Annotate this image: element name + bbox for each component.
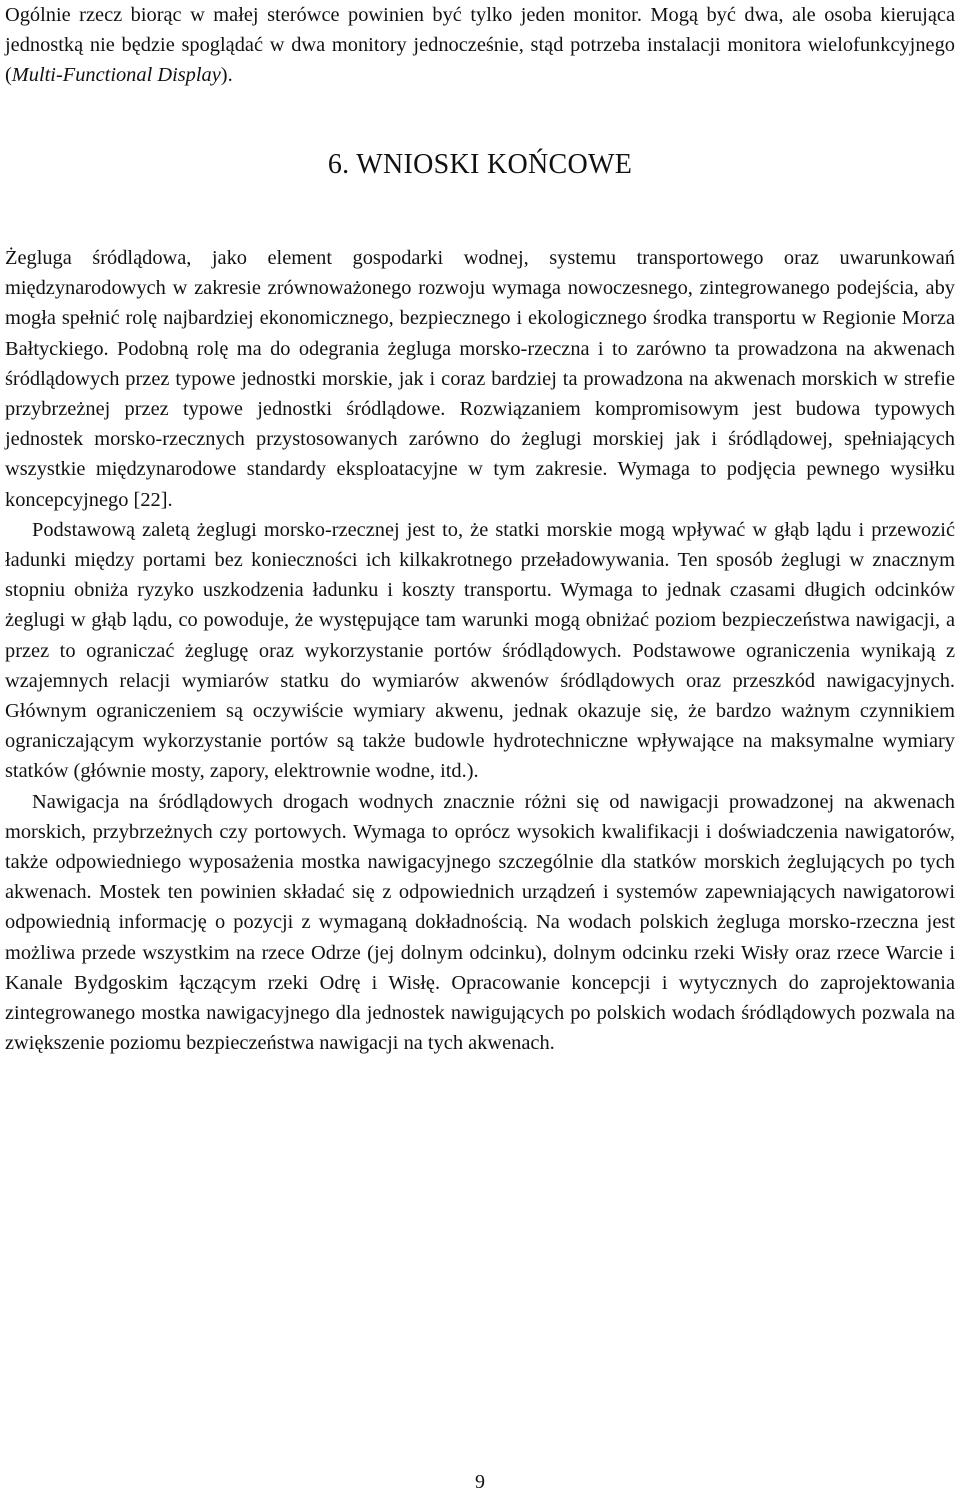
body-paragraph-1: Żegluga śródlądowa, jako element gospodarki wodnej, systemu transportowego oraz uwarunkowań międzynarodowych w zakresie zrównoważonego rozwoju wymaga nowoczesnego, zintegrowanego podejścia, aby mogła spełnić rolę najbardziej ekonomicznego, bezpiecznego i ekologicznego środka transportu w Regionie Morza Bałtyckiego. Podobną rolę ma do odegrania żegluga morsko-rzeczna i to zarówno ta prowadzona na akwenach śródlądowych przez typowe jednostki morskie, jak i coraz bardziej ta prowadzona na akwenach morskich w strefie przybrzeżnej przez typowe jednostki śródlądowe. Rozwiązaniem kompromisowym jest budowa typowych jednostek morsko-rzecznych przystosowanych zarówno do żeglugi morskiej jak i śródlądowej, spełniających wszystkie międzynarodowe standardy eksploatacyjne w tym zakresie. Wymaga to podjęcia pewnego wysiłku koncepcyjnego [22]. <box>5 247 955 511</box>
section-body <box>5 243 955 1058</box>
body-paragraph-2: Podstawową zaletą żeglugi morsko-rzecznej jest to, że statki morskie mogą wpływać w głąb lądu i przewozić ładunki między portami bez konieczności ich kilkakrotnego przeładowywania. Ten sposób żeglugi w znacznym stopniu obniża ryzyko uszkodzenia ładunku i koszty transportu. Wymaga to jednak czasami długich odcinków żeglugi w głąb lądu, co powoduje, że występujące tam warunki mogą obniżać poziom bezpieczeństwa nawigacji, a przez to ograniczać żeglugę oraz wykorzystanie portów śródlądowych. Podstawowe ograniczenia wynikają z wzajemnych relacji wymiarów statku do wymiarów akwenów śródlądowych oraz przeszkód nawigacyjnych. Głównym ograniczeniem są oczywiście wymiary akwenu, jednak okazuje się, że bardzo ważnym czynnikiem ograniczającym wykorzystanie portów są także budowle hydrotechniczne wpływające na maksymalne wymiary statków (głównie mosty, zapory, elektrownie wodne, itd.). <box>5 518 955 783</box>
intro-paragraph <box>5 0 955 91</box>
document-page <box>5 0 955 1494</box>
intro-text: Ogólnie rzecz biorąc w małej sterówce powinien być tylko jeden monitor. Mogą być dwa, ale osoba kierująca jednostką nie będzie spoglądać w dwa monitory jednocześnie, stąd potrzeba instalacji monitora wielofunkcyjnego ( <box>5 4 955 87</box>
body-paragraph-3: Nawigacja na śródlądowych drogach wodnych znacznie różni się od nawigacji prowadzonej na akwenach morskich, przybrzeżnych czy portowych. Wymaga to oprócz wysokich kwalifikacji i doświadczenia nawigatorów, także odpowiedniego wyposażenia mostka nawigacyjnego szczególnie dla statków morskich żeglujących po tych akwenach. Mostek ten powinien składać się z odpowiednich urządzeń i systemów zapewniających nawigatorowi odpowiednią informację o pozycji z wymaganą dokładnością. Na wodach polskich żegluga morsko-rzeczna jest możliwa przede wszystkim na rzece Odrze (jej dolnym odcinku), dolnym odcinku rzeki Wisły oraz rzece Warcie i Kanale Bydgoskim łączącym rzeki Odrę i Wisłę. Opracowanie koncepcji i wytycznych do zaprojektowania zintegrowanego mostka nawigacyjnego dla jednostek nawigujących po polskich wodach śródlądowych pozwala na zwiększenie poziomu bezpieczeństwa nawigacji na tych akwenach. <box>5 790 955 1055</box>
intro-italic-term: Multi-Functional Display <box>11 64 221 87</box>
page-number: 9 <box>475 1471 485 1493</box>
intro-text-end: ). <box>220 64 233 87</box>
section-heading: 6. WNIOSKI KOŃCOWE <box>327 149 633 180</box>
